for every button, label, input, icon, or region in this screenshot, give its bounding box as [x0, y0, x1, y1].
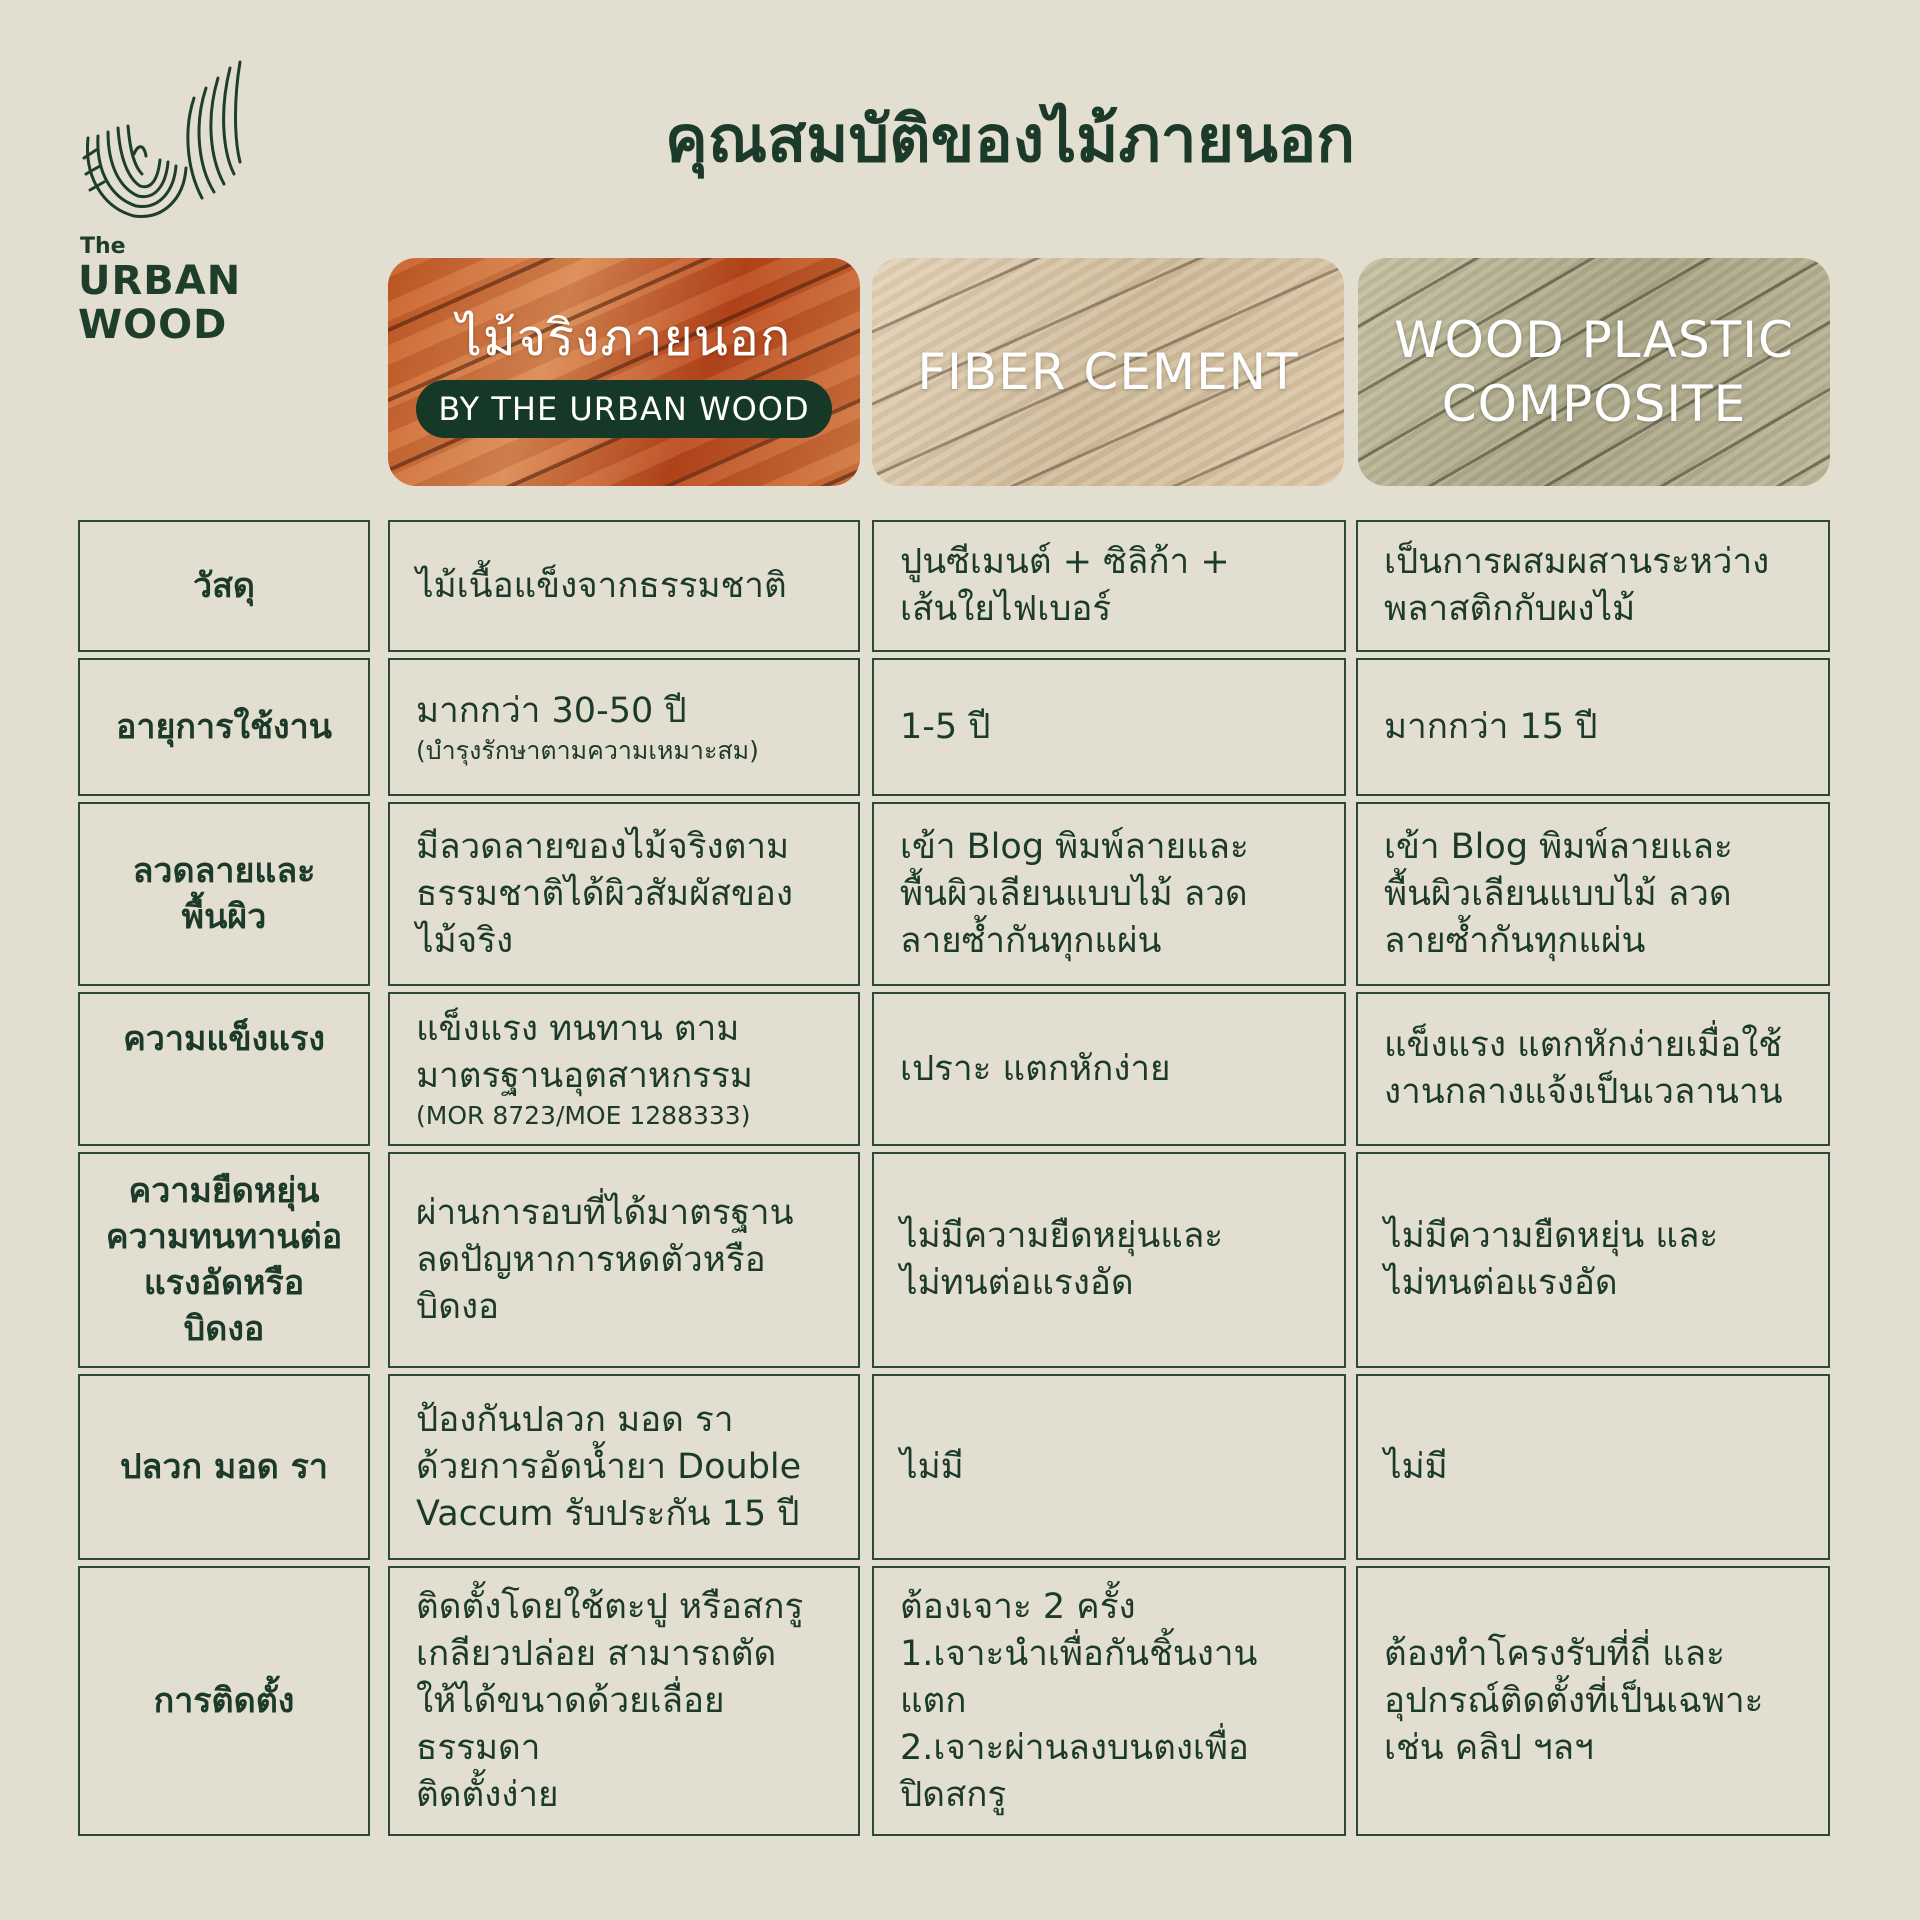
cell-line: ต้องเจาะ 2 ครั้ง — [900, 1586, 1136, 1627]
cell-line: ลายซ้ำกันทุกแผ่น — [900, 920, 1162, 961]
cell-line: ลดปัญหาการหดตัวหรือ — [416, 1239, 766, 1280]
cell-installation-fiber-cement — [872, 1566, 1346, 1836]
cell-line: Vaccum รับประกัน 15 ปี — [416, 1493, 800, 1534]
cell-installation-wpc — [1356, 1566, 1830, 1836]
cell-line: เกลียวปล่อย สามารถตัด — [416, 1633, 777, 1674]
cell-text — [900, 1584, 1257, 1819]
cell-line: ต้องทำโครงรับที่ถี่ และ — [1384, 1633, 1725, 1674]
cell-line: มากกว่า 30-50 ปี — [416, 690, 687, 731]
cell-line: ไม่ทนต่อแรงอัด — [1384, 1263, 1618, 1303]
cell-text — [900, 1213, 1223, 1307]
cell-text — [1384, 1213, 1718, 1307]
cell-line: ไม่มีความยืดหยุ่นและ — [900, 1216, 1224, 1256]
label-line: ความยืดหยุ่น — [128, 1171, 320, 1211]
cell-line: ไม้เนื้อแข็งจากธรรมชาติ — [416, 565, 787, 606]
cell-line: ไม่มี — [1384, 1446, 1448, 1487]
cell-texture-fiber-cement — [872, 802, 1346, 986]
label-line: ลวดลายและ — [132, 851, 316, 891]
cell-texture-wpc — [1356, 802, 1830, 986]
row-label-material — [78, 520, 370, 652]
cell-strength-real-wood — [388, 992, 860, 1146]
cell-line: แข็งแรง แตกหักง่ายเมื่อใช้ — [1384, 1025, 1783, 1065]
row-label-text: ปลวก มอด รา — [119, 1447, 329, 1487]
row-label-installation — [78, 1566, 370, 1836]
column-title-real-wood: ไม้จริงภายนอก — [456, 309, 792, 367]
cell-text — [416, 1190, 794, 1331]
cell-termites-real-wood — [388, 1374, 860, 1560]
row-label-text: อายุการใช้งาน — [116, 707, 332, 747]
cell-text — [416, 824, 793, 965]
cell-lifespan-wpc — [1356, 658, 1830, 796]
cell-text — [1384, 1631, 1763, 1772]
logo-the-text: The — [80, 234, 126, 259]
cell-line: เข้า Blog พิมพ์ลายและ — [900, 826, 1249, 867]
cell-line: ด้วยการอัดน้ำยา Double — [416, 1446, 802, 1487]
column-header-fiber-cement — [872, 258, 1344, 486]
label-line: แรงอัดหรือ — [143, 1263, 305, 1303]
label-line: บิดงอ — [183, 1309, 265, 1349]
cell-line: งานกลางแจ้งเป็นเวลานาน — [1384, 1072, 1783, 1112]
row-label-text: การติดตั้ง — [153, 1681, 295, 1721]
column-header-wpc — [1358, 258, 1830, 486]
row-label-flexibility — [78, 1152, 370, 1368]
cell-lifespan-real-wood — [388, 658, 860, 796]
cell-termites-fiber-cement — [872, 1374, 1346, 1560]
cell-line: ผ่านการอบที่ได้มาตรฐาน — [416, 1192, 794, 1233]
cell-text — [416, 1397, 801, 1538]
cell-line: พื้นผิวเลียนแบบไม้ ลวด — [900, 873, 1248, 914]
cell-line: เส้นใยไฟเบอร์ — [900, 589, 1112, 629]
cell-line: มาตรฐานอุตสาหกรรม — [416, 1056, 753, 1096]
row-label-lifespan — [78, 658, 370, 796]
cell-note: (บำรุงรักษาตามความเหมาะสม) — [416, 735, 759, 765]
cell-line: ไม่มี — [900, 1446, 964, 1487]
cell-line: ปิดสกรู — [900, 1774, 1007, 1815]
cell-material-real-wood — [388, 520, 860, 652]
cell-line: ไม่ทนต่อแรงอัด — [900, 1263, 1134, 1303]
cell-line: มีลวดลายของไม้จริงตาม — [416, 826, 790, 867]
cell-line: ติดตั้งโดยใช้ตะปู หรือสกรู — [416, 1586, 804, 1627]
logo-wood-text: WOOD — [78, 302, 228, 348]
cell-termites-wpc — [1356, 1374, 1830, 1560]
cell-line: ปูนซีเมนต์ + ซิลิก้า + — [900, 542, 1230, 582]
cell-texture-real-wood — [388, 802, 860, 986]
cell-line: ไม้จริง — [416, 920, 514, 961]
cell-text — [900, 1046, 1171, 1093]
cell-text — [900, 539, 1230, 633]
cell-line: บิดงอ — [416, 1286, 500, 1327]
label-line: ความทนทานต่อ — [105, 1217, 343, 1257]
cell-line: ติดตั้งง่าย — [416, 1774, 559, 1815]
row-label-termites — [78, 1374, 370, 1560]
cell-text — [1384, 704, 1597, 751]
cell-installation-real-wood — [388, 1566, 860, 1836]
cell-line: 1-5 ปี — [900, 706, 991, 747]
label-line: พื้นผิว — [181, 897, 267, 937]
cell-line: 2.เจาะผ่านลงบนตงเพื่อ — [900, 1727, 1249, 1768]
cell-text — [416, 688, 759, 767]
cell-line: เข้า Blog พิมพ์ลายและ — [1384, 826, 1733, 867]
cell-text — [1384, 539, 1769, 633]
cell-line: เป็นการผสมผสานระหว่าง — [1384, 542, 1770, 582]
column-title-fiber-cement: FIBER CEMENT — [917, 343, 1299, 401]
cell-line: มากกว่า 15 ปี — [1384, 706, 1598, 747]
page-title: คุณสมบัติของไม้ภายนอก — [665, 103, 1355, 177]
row-label-texture — [78, 802, 370, 986]
cell-line: พลาสติกกับผงไม้ — [1384, 589, 1636, 629]
cell-line: อุปกรณ์ติดตั้งที่เป็นเฉพาะ — [1384, 1680, 1764, 1721]
cell-line: เปราะ แตกหักง่าย — [900, 1048, 1171, 1089]
cell-text — [1384, 1444, 1448, 1491]
cell-flexibility-wpc — [1356, 1152, 1830, 1368]
row-label-text: วัสดุ — [193, 566, 255, 606]
cell-strength-fiber-cement — [872, 992, 1346, 1146]
cell-flexibility-fiber-cement — [872, 1152, 1346, 1368]
cell-lifespan-fiber-cement — [872, 658, 1346, 796]
cell-line: ให้ได้ขนาดด้วยเลื่อยธรรมดา — [416, 1680, 725, 1768]
cell-line: พื้นผิวเลียนแบบไม้ ลวด — [1384, 873, 1732, 914]
cell-line: ลายซ้ำกันทุกแผ่น — [1384, 920, 1646, 961]
row-label-text: ความแข็งแรง — [123, 1019, 325, 1059]
cell-line: ไม่มีความยืดหยุ่น และ — [1384, 1216, 1719, 1256]
cell-text — [416, 563, 787, 610]
cell-note: (MOR 8723/MOE 1288333) — [416, 1101, 751, 1130]
cell-text — [900, 704, 991, 751]
cell-flexibility-real-wood — [388, 1152, 860, 1368]
cell-line: 1.เจาะนำเพื่อกันชิ้นงาน — [900, 1633, 1258, 1674]
cell-line: แข็งแรง ทนทาน ตาม — [416, 1009, 740, 1049]
cell-strength-wpc — [1356, 992, 1830, 1146]
logo-urban-text: URBAN — [78, 258, 242, 304]
column-header-real-wood — [388, 258, 860, 486]
cell-line: ป้องกันปลวก มอด รา — [416, 1399, 734, 1440]
cell-text — [416, 1006, 753, 1132]
row-label-text — [106, 1168, 342, 1352]
column-title-wpc-line2: COMPOSITE — [1441, 375, 1747, 433]
cell-material-fiber-cement — [872, 520, 1346, 652]
cell-text — [1384, 1022, 1783, 1116]
cell-line: ธรรมชาติได้ผิวสัมผัสของ — [416, 873, 794, 914]
row-label-text — [133, 848, 316, 940]
cell-line: แตก — [900, 1680, 967, 1721]
brand-badge: BY THE URBAN WOOD — [416, 380, 831, 438]
row-label-strength — [78, 992, 370, 1146]
cell-text — [1384, 824, 1733, 965]
wood-grain-logo-icon — [74, 58, 244, 228]
cell-line: เช่น คลิป ฯลฯ — [1384, 1727, 1594, 1768]
column-title-wpc-line1: WOOD PLASTIC — [1394, 311, 1794, 369]
brand-logo — [74, 58, 254, 347]
cell-text — [900, 824, 1249, 965]
cell-material-wpc — [1356, 520, 1830, 652]
cell-text — [416, 1584, 846, 1819]
cell-text — [900, 1444, 964, 1491]
